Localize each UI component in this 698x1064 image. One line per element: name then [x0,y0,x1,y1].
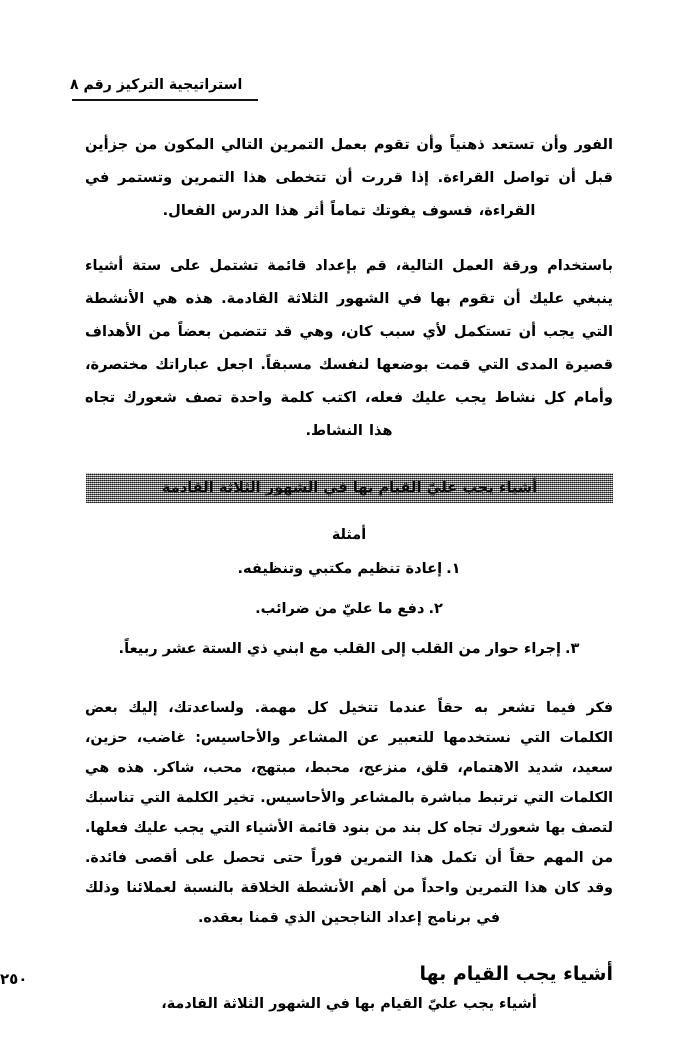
page-content [85,128,613,1019]
shaded-heading-text: أشياء يجب عليّ القيام بها في الشهور الثلاثة القادمة [161,479,538,497]
list-item-text: إجراء حوار من القلب إلى القلب مع ابني ذي الستة عشر ربيعاً. [118,640,561,657]
list-item-number: ١. [446,560,461,577]
list-item-number: ٢. [428,600,443,617]
running-head [70,74,626,94]
spacer [85,669,613,693]
list-item [85,549,613,589]
running-head-text: استراتيجية التركيز رقم ٨ [70,77,243,93]
spacer [85,447,613,473]
spacer [85,227,613,249]
spacer [85,503,613,521]
list-item-text: إعادة تنظيم مكتبي وتنظيفه. [237,560,443,577]
spacer [85,933,613,959]
shaded-worksheet-heading [86,473,613,503]
header-rule [72,99,258,101]
section-tail-line: أشياء يجب عليّ القيام بها في الشهور الثلاثة القادمة، [161,996,537,1012]
examples-label: أمثلة [331,527,367,543]
paragraph-instructions: باستخدام ورقة العمل التالية، قم بإعداد قائمة تشتمل على ستة أشياء ينبغي عليك أن تقوم بها في الشهور الثلاثة القادمة. هذه هي الأنشطة التي يجب أن تستكمل لأي سبب كان، وهي قد تتضمن بعضاً من الأهداف قصيرة المدى التي قمت بوضعها لنفسك مسبقاً. اجعل عباراتك مختصرة، وأمام كل نشاط يجب عليك فعله، اكتب كلمة واحدة تصف شعورك تجاه هذا النشاط. [85,257,613,439]
page-number [0,970,613,988]
list-item [85,629,613,669]
list-item-text: دفع ما عليّ من ضرائب. [255,600,425,617]
section-heading: أشياء يجب القيام بها [419,963,613,985]
list-item [85,589,613,629]
examples-list [85,549,613,669]
paragraph-feelings: فكر فيما تشعر به حقاً عندما تتخيل كل مهمة. ولساعدتك، إليك بعض الكلمات التي نستخدمها للتعبير عن المشاعر والأحاسيس: غاضب، حزين، سعيد، شديد الاهتمام، قلق، منزعج، محبط، مبتهج، محب، شاكر. هذه هي الكلمات التي ترتبط مباشرة بالمشاعر والأحاسيس. تخير الكلمة التي تناسبك لتصف بها شعورك تجاه كل بند من بنود قائمة الأشياء التي يجب عليك فعلها. من المهم حقاً أن تكمل هذا التمرين فوراً حتى تحصل على أقصى فائدة. وقد كان هذا التمرين واحداً من أهم الأنشطة الخلاقة بالنسبة لعملائنا وذلك في برنامج إعداد الناجحين الذي قمنا بعقده. [85,700,613,926]
page-number-text: ٢٥٠ [0,970,28,988]
list-item-number: ٣. [564,640,580,657]
paragraph-continuation: الفور وأن تستعد ذهنياً وأن تقوم بعمل التمرين التالي المكون من جزأين قبل أن تواصل القراءة. إذا قررت أن تتخطى هذا التمرين وتستمر في القراءة، فسوف يفوتك تماماً أثر هذا الدرس الفعال. [85,136,613,219]
